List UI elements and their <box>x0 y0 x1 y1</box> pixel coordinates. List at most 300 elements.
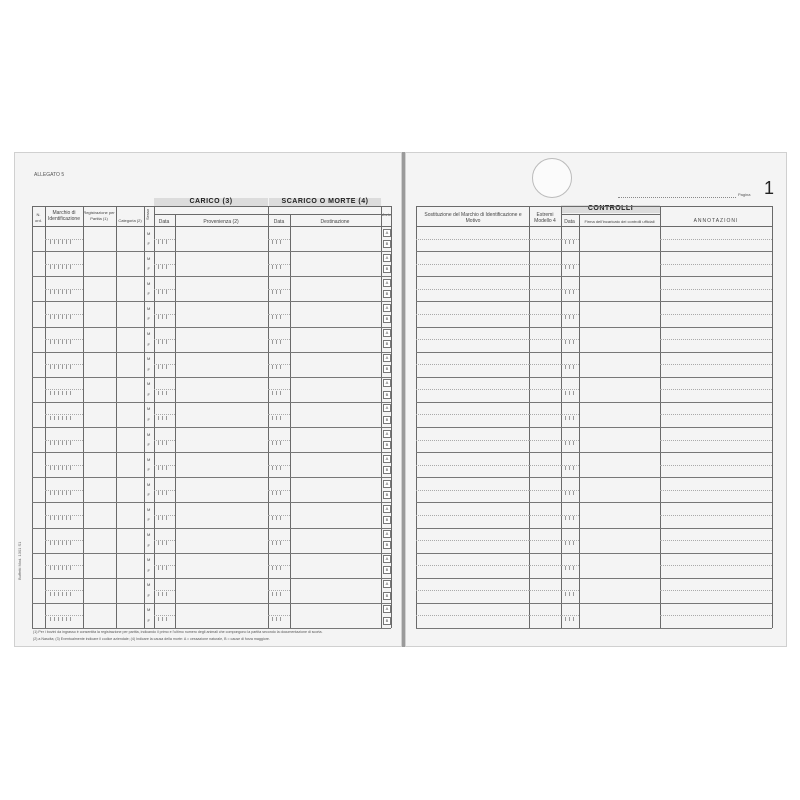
cause-box-b: B <box>383 592 391 600</box>
carico-date-tick <box>162 240 163 244</box>
cause-box-a: A <box>383 379 391 387</box>
controlli-date-tick <box>569 340 570 344</box>
controlli-date-subline <box>561 515 579 516</box>
marchio-digit-tick <box>66 340 67 344</box>
marchio-digit-tick <box>62 491 63 495</box>
cause-box-b: B <box>383 365 391 373</box>
controlli-date-subline <box>561 414 579 415</box>
marchio-digit-tick <box>70 365 71 369</box>
controlli-date-tick <box>573 315 574 319</box>
controlli-date-tick <box>569 541 570 545</box>
controlli-date-tick <box>569 416 570 420</box>
sex-label-f: F <box>147 416 150 422</box>
controlli-date-subline <box>561 465 579 466</box>
marchio-digit-tick <box>62 340 63 344</box>
carico-date-tick <box>158 592 159 596</box>
estremi-subline <box>529 465 561 466</box>
left-table-row-line <box>32 528 391 529</box>
marchio-digit-tick <box>50 516 51 520</box>
controlli-date-subline <box>561 239 579 240</box>
controlli-date-subline <box>561 440 579 441</box>
marchio-digit-tick <box>58 315 59 319</box>
sex-label-m: M <box>147 381 151 387</box>
estremi-subline <box>529 264 561 265</box>
controlli-date-tick <box>565 566 566 570</box>
marchio-digit-tick <box>54 265 55 269</box>
cause-box-a: A <box>383 229 391 237</box>
marchio-digit-tick <box>54 592 55 596</box>
cause-box-a: A <box>383 530 391 538</box>
marchio-digit-tick <box>70 516 71 520</box>
controlli-date-tick <box>573 416 574 420</box>
controlli-date-tick <box>565 466 566 470</box>
marchio-digit-tick <box>50 566 51 570</box>
left-column-line <box>83 206 84 628</box>
marchio-digit-tick <box>66 466 67 470</box>
scarico-date-tick <box>272 541 273 545</box>
sostituzione-subline <box>416 565 529 566</box>
controlli-date-subline <box>561 565 579 566</box>
marchio-digit-tick <box>50 365 51 369</box>
scarico-date-tick <box>272 566 273 570</box>
cause-box-a: A <box>383 354 391 362</box>
sex-label-f: F <box>147 316 150 322</box>
left-table-row-line <box>32 502 391 503</box>
sostituzione-subline <box>416 339 529 340</box>
right-table-row-line <box>416 402 772 403</box>
carico-date-tick <box>162 290 163 294</box>
register-spine <box>402 152 405 647</box>
annotazioni-subline <box>660 239 772 240</box>
right-table-top-border <box>416 206 772 207</box>
annotazioni-subline <box>660 289 772 290</box>
sex-label-m: M <box>147 280 151 286</box>
page-number-line <box>618 197 736 198</box>
carico-date-tick <box>162 617 163 621</box>
sex-label-f: F <box>147 291 150 297</box>
left-column-line <box>32 206 33 628</box>
sostituzione-subline <box>416 590 529 591</box>
marchio-digit-tick <box>50 391 51 395</box>
sostituzione-subline <box>416 364 529 365</box>
annotazioni-subline <box>660 389 772 390</box>
scarico-date-tick <box>280 365 281 369</box>
cause-box-b: B <box>383 566 391 574</box>
marchio-digit-tick <box>58 290 59 294</box>
estremi-subline <box>529 389 561 390</box>
right-table-row-line <box>416 628 772 629</box>
marchio-digit-tick <box>70 315 71 319</box>
marchio-digit-tick <box>70 617 71 621</box>
header-estremi: Estremi Modello 4 <box>534 212 556 224</box>
sex-label-m: M <box>147 481 151 487</box>
controlli-date-tick <box>565 491 566 495</box>
marchio-digit-tick <box>66 290 67 294</box>
marchio-digit-tick <box>50 265 51 269</box>
cause-box-b: B <box>383 466 391 474</box>
carico-date-tick <box>162 365 163 369</box>
scarico-date-tick <box>272 315 273 319</box>
marchio-digit-tick <box>54 365 55 369</box>
header-firma: Firma dell'incaricato dei controlli ufficiali <box>584 219 655 224</box>
carico-date-tick <box>162 416 163 420</box>
marchio-digit-tick <box>66 315 67 319</box>
cause-box-b: B <box>383 391 391 399</box>
sostituzione-subline <box>416 465 529 466</box>
marchio-digit-tick <box>54 441 55 445</box>
right-table-row-line <box>416 452 772 453</box>
controlli-date-subline <box>561 289 579 290</box>
controlli-date-tick <box>573 391 574 395</box>
marchio-digit-tick <box>50 491 51 495</box>
marchio-digit-tick <box>58 265 59 269</box>
marchio-digit-tick <box>54 617 55 621</box>
right-table-row-line <box>416 427 772 428</box>
marchio-digit-tick <box>54 391 55 395</box>
scarico-date-tick <box>276 516 277 520</box>
scarico-date-tick <box>276 491 277 495</box>
controlli-date-tick <box>573 290 574 294</box>
scarico-date-tick <box>280 441 281 445</box>
right-header-bottom-border <box>416 226 772 227</box>
controlli-date-tick <box>573 541 574 545</box>
controlli-date-tick <box>573 365 574 369</box>
left-table-row-line <box>32 301 391 302</box>
header-annotazioni: ANNOTAZIONI <box>693 218 739 224</box>
sex-label-m: M <box>147 532 151 538</box>
sostituzione-subline <box>416 440 529 441</box>
header-sostituzione: Sostituzione del Marchio di Identificazione e Motivo <box>424 212 522 224</box>
sex-label-m: M <box>147 582 151 588</box>
sostituzione-subline <box>416 239 529 240</box>
sostituzione-subline <box>416 615 529 616</box>
sostituzione-subline <box>416 314 529 315</box>
carico-date-tick <box>158 290 159 294</box>
cause-box-b: B <box>383 416 391 424</box>
sex-label-m: M <box>147 557 151 563</box>
cause-box-b: B <box>383 441 391 449</box>
left-table-row-line <box>32 452 391 453</box>
marchio-digit-tick <box>58 516 59 520</box>
estremi-subline <box>529 339 561 340</box>
scarico-date-tick <box>276 592 277 596</box>
cause-box-b: B <box>383 290 391 298</box>
scarico-date-tick <box>280 592 281 596</box>
carico-date-tick <box>166 265 167 269</box>
controlli-date-tick <box>569 466 570 470</box>
marchio-digit-tick <box>62 290 63 294</box>
cause-box-a: A <box>383 480 391 488</box>
estremi-subline <box>529 289 561 290</box>
marchio-digit-tick <box>50 416 51 420</box>
controlli-date-subline <box>561 264 579 265</box>
marchio-digit-tick <box>62 441 63 445</box>
carico-date-tick <box>158 315 159 319</box>
publisher-mark: Buffetti Mod. 1301 S1 <box>17 541 22 580</box>
marchio-digit-tick <box>54 340 55 344</box>
marchio-digit-tick <box>54 315 55 319</box>
scarico-date-tick <box>272 265 273 269</box>
scarico-date-tick <box>280 391 281 395</box>
marchio-digit-tick <box>70 416 71 420</box>
scarico-date-tick <box>272 441 273 445</box>
sex-label-m: M <box>147 356 151 362</box>
sex-label-f: F <box>147 366 150 372</box>
marchio-digit-tick <box>54 240 55 244</box>
controlli-date-tick <box>573 566 574 570</box>
right-table-row-line <box>416 301 772 302</box>
scarico-date-tick <box>276 315 277 319</box>
header-carico-data: Data <box>158 219 170 225</box>
estremi-subline <box>529 364 561 365</box>
header-scarico-data: Data <box>273 219 285 225</box>
binding-hole <box>532 158 572 198</box>
controlli-date-tick <box>569 290 570 294</box>
controlli-date-tick <box>565 290 566 294</box>
left-table-row-line <box>32 276 391 277</box>
left-table-row-line <box>32 327 391 328</box>
scarico-date-tick <box>280 491 281 495</box>
carico-date-tick <box>166 441 167 445</box>
controlli-date-tick <box>565 592 566 596</box>
carico-date-tick <box>158 365 159 369</box>
estremi-subline <box>529 440 561 441</box>
marchio-digit-tick <box>66 541 67 545</box>
scarico-date-tick <box>276 290 277 294</box>
left-table-row-line <box>32 603 391 604</box>
header-registrazione: Registrazione per Partita (1) <box>83 210 115 221</box>
marchio-digit-tick <box>70 491 71 495</box>
controlli-date-tick <box>569 617 570 621</box>
sex-label-f: F <box>147 567 150 573</box>
cause-box-a: A <box>383 404 391 412</box>
marchio-digit-tick <box>58 240 59 244</box>
sostituzione-subline <box>416 490 529 491</box>
controlli-date-subline <box>561 490 579 491</box>
left-table-row-line <box>32 427 391 428</box>
right-subheader-line <box>561 214 660 215</box>
controlli-date-tick <box>573 516 574 520</box>
carico-date-tick <box>166 290 167 294</box>
controlli-date-subline <box>561 615 579 616</box>
marchio-digit-tick <box>62 365 63 369</box>
left-table-top-border <box>32 206 391 207</box>
annotazioni-subline <box>660 615 772 616</box>
marchio-digit-tick <box>66 491 67 495</box>
marchio-digit-tick <box>66 416 67 420</box>
cause-box-a: A <box>383 329 391 337</box>
controlli-date-tick <box>569 391 570 395</box>
left-column-line <box>144 206 145 628</box>
controlli-date-tick <box>573 617 574 621</box>
scarico-date-tick <box>276 391 277 395</box>
marchio-digit-tick <box>50 541 51 545</box>
marchio-digit-tick <box>50 466 51 470</box>
annotazioni-subline <box>660 314 772 315</box>
scarico-date-tick <box>280 541 281 545</box>
marchio-digit-tick <box>54 516 55 520</box>
header-scarico: SCARICO O MORTE (4) <box>269 198 381 206</box>
scarico-date-tick <box>280 416 281 420</box>
marchio-digit-tick <box>62 566 63 570</box>
left-table-row-line <box>32 628 391 629</box>
controlli-date-tick <box>565 391 566 395</box>
carico-date-tick <box>158 491 159 495</box>
marchio-digit-tick <box>70 240 71 244</box>
carico-date-tick <box>162 566 163 570</box>
carico-date-tick <box>166 592 167 596</box>
header-provenienza: Provenienza (2) <box>203 219 239 225</box>
carico-date-tick <box>166 365 167 369</box>
marchio-digit-tick <box>70 541 71 545</box>
annotazioni-subline <box>660 440 772 441</box>
marchio-digit-tick <box>62 240 63 244</box>
marchio-digit-tick <box>50 340 51 344</box>
scarico-date-tick <box>272 340 273 344</box>
sex-label-m: M <box>147 331 151 337</box>
marchio-digit-tick <box>58 466 59 470</box>
estremi-subline <box>529 414 561 415</box>
marchio-digit-tick <box>66 441 67 445</box>
annotazioni-subline <box>660 465 772 466</box>
scarico-date-tick <box>276 365 277 369</box>
sex-label-f: F <box>147 467 150 473</box>
carico-date-tick <box>158 340 159 344</box>
right-table-row-line <box>416 553 772 554</box>
sostituzione-subline <box>416 389 529 390</box>
left-header-bottom-border <box>32 226 391 227</box>
header-n-ord: N. ord. <box>35 212 42 223</box>
marchio-digit-tick <box>54 541 55 545</box>
left-table-row-line <box>32 477 391 478</box>
marchio-digit-tick <box>58 365 59 369</box>
scarico-date-tick <box>272 290 273 294</box>
controlli-date-tick <box>573 441 574 445</box>
cause-box-b: B <box>383 491 391 499</box>
sex-label-f: F <box>147 442 150 448</box>
marchio-digit-tick <box>50 240 51 244</box>
marchio-digit-tick <box>62 466 63 470</box>
marchio-digit-tick <box>66 516 67 520</box>
marchio-digit-tick <box>62 592 63 596</box>
controlli-date-tick <box>565 240 566 244</box>
annotazioni-subline <box>660 565 772 566</box>
right-table-row-line <box>416 603 772 604</box>
controlli-date-tick <box>565 265 566 269</box>
carico-date-tick <box>162 491 163 495</box>
scarico-date-tick <box>276 416 277 420</box>
scarico-date-tick <box>276 240 277 244</box>
marchio-digit-tick <box>54 566 55 570</box>
marchio-digit-tick <box>58 491 59 495</box>
header-controlli: CONTROLLI <box>561 205 660 213</box>
estremi-subline <box>529 540 561 541</box>
header-marchio: Marchio di Identificazione <box>48 210 80 222</box>
carico-date-tick <box>158 566 159 570</box>
controlli-date-subline <box>561 590 579 591</box>
left-table-row-line <box>32 251 391 252</box>
sex-label-f: F <box>147 492 150 498</box>
scarico-date-tick <box>276 340 277 344</box>
left-column-line <box>391 206 392 628</box>
header-sesso: Sesso <box>145 208 150 220</box>
estremi-subline <box>529 565 561 566</box>
sex-label-f: F <box>147 391 150 397</box>
marchio-digit-tick <box>58 391 59 395</box>
marchio-digit-tick <box>62 265 63 269</box>
controlli-date-subline <box>561 314 579 315</box>
scarico-date-tick <box>280 265 281 269</box>
scarico-date-tick <box>276 265 277 269</box>
carico-date-tick <box>158 466 159 470</box>
marchio-digit-tick <box>54 416 55 420</box>
right-table-row-line <box>416 327 772 328</box>
right-table-row-line <box>416 352 772 353</box>
carico-date-tick <box>162 340 163 344</box>
left-table-row-line <box>32 402 391 403</box>
carico-date-tick <box>158 617 159 621</box>
marchio-digit-tick <box>50 441 51 445</box>
scarico-date-tick <box>276 541 277 545</box>
header-categoria: Categoria (2) <box>118 218 142 223</box>
sex-label-m: M <box>147 607 151 613</box>
carico-date-tick <box>162 315 163 319</box>
footnote-1: (1) Per i bovini da ingrasso è consentita la registrazione per partita, indicando il primo e l'ultimo numero degli animali che compongono la partita secondo la documentazione di scorta. <box>33 630 323 634</box>
estremi-subline <box>529 490 561 491</box>
scarico-date-tick <box>276 466 277 470</box>
sex-label-m: M <box>147 456 151 462</box>
scarico-date-tick <box>276 441 277 445</box>
controlli-date-tick <box>569 365 570 369</box>
left-subheader-line <box>154 214 391 215</box>
scarico-date-tick <box>280 516 281 520</box>
right-table-row-line <box>416 276 772 277</box>
marchio-digit-tick <box>58 592 59 596</box>
sex-label-f: F <box>147 341 150 347</box>
sex-label-m: M <box>147 305 151 311</box>
marchio-digit-tick <box>62 516 63 520</box>
sostituzione-subline <box>416 289 529 290</box>
cause-box-b: B <box>383 617 391 625</box>
sostituzione-subline <box>416 540 529 541</box>
controlli-date-tick <box>565 516 566 520</box>
controlli-date-tick <box>565 365 566 369</box>
annotazioni-subline <box>660 515 772 516</box>
cause-box-a: A <box>383 605 391 613</box>
estremi-subline <box>529 314 561 315</box>
marchio-digit-tick <box>58 617 59 621</box>
scarico-date-tick <box>280 466 281 470</box>
left-table-row-line <box>32 352 391 353</box>
right-column-line <box>772 206 773 628</box>
header-controlli-data: Data <box>564 219 575 225</box>
scarico-date-tick <box>280 315 281 319</box>
carico-date-tick <box>166 391 167 395</box>
carico-date-tick <box>158 416 159 420</box>
cause-box-a: A <box>383 455 391 463</box>
left-table-row-line <box>32 377 391 378</box>
controlli-date-tick <box>573 491 574 495</box>
carico-date-tick <box>162 541 163 545</box>
controlli-date-tick <box>573 592 574 596</box>
sex-label-f: F <box>147 542 150 548</box>
annotazioni-subline <box>660 264 772 265</box>
cause-box-a: A <box>383 580 391 588</box>
left-column-line <box>116 206 117 628</box>
scarico-date-tick <box>280 290 281 294</box>
scarico-date-tick <box>272 592 273 596</box>
marchio-digit-tick <box>58 566 59 570</box>
